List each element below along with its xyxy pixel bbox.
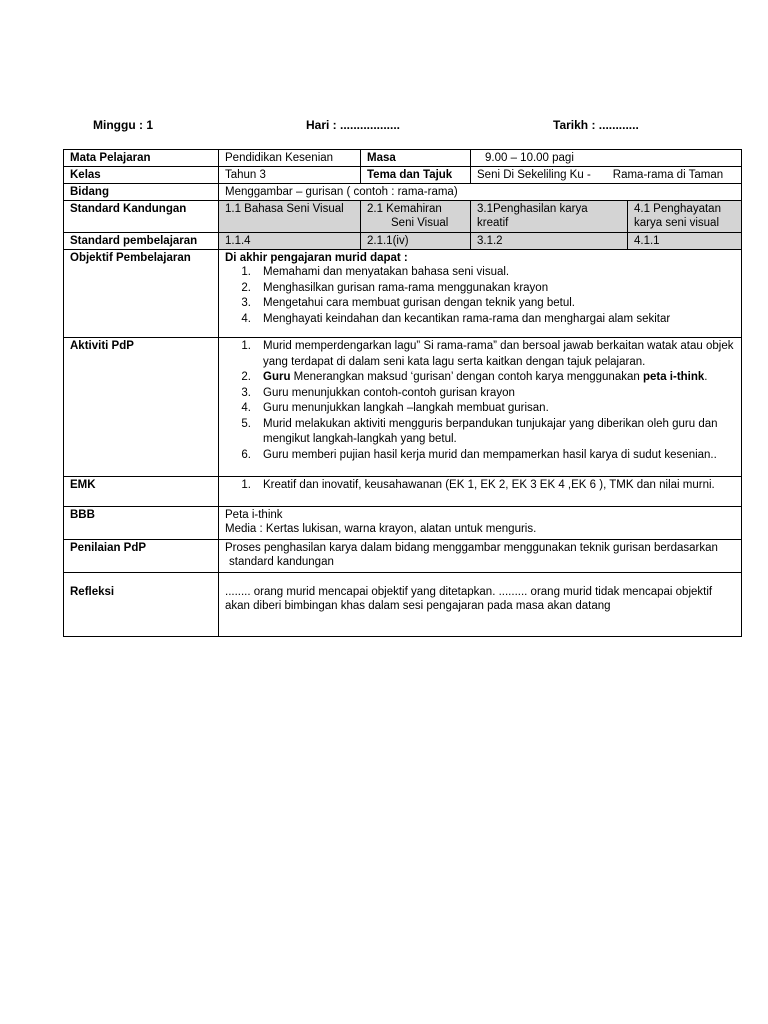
aktiviti-content (219, 338, 742, 477)
list-item: 4. Guru menunjukkan langkah –langkah membuat gurisan. (241, 402, 549, 414)
sk-4 (628, 201, 742, 233)
sk-2a: 2.1 Kemahiran (367, 203, 442, 215)
row-bidang (64, 184, 742, 201)
tema-value-1: Seni Di Sekeliling Ku - (477, 169, 591, 181)
list-item: 4. Menghayati keindahan dan kecantikan rama-rama dan menghargai alam sekitar (241, 312, 671, 325)
list-item: 1. Murid memperdengarkan lagu” Si rama-rama” dan bersoal jawab berkaitan watak atau objek yang terdapat di dalam seni kata lagu serta kaitkan dengan tajuk pelajaran. (241, 340, 734, 368)
row-emk (64, 477, 742, 507)
aktiviti-list (225, 339, 736, 463)
bbb-label: BBB (64, 507, 219, 540)
list-item: 1. Kreatif dan inovatif, keusahawanan (EK 1, EK 2, EK 3 EK 4 ,EK 6 ), TMK dan nilai murni. (241, 479, 715, 491)
penilaian-2: standard kandungan (229, 556, 334, 568)
row-bbb (64, 507, 742, 540)
standard-pembelajaran-label: Standard pembelajaran (64, 233, 219, 250)
sp-3: 3.1.2 (471, 233, 628, 250)
bidang-label: Bidang (64, 184, 219, 201)
list-item: 6. Guru memberi pujian hasil kerja murid dan mempamerkan hasil karya di sudut kesenian.. (241, 448, 717, 461)
penilaian-content (219, 540, 742, 573)
row-objektif (64, 250, 742, 338)
objektif-content (219, 250, 742, 338)
masa-value: 9.00 – 10.00 pagi (471, 150, 742, 167)
objektif-list (225, 265, 736, 327)
kelas-value: Tahun 3 (219, 167, 361, 184)
standard-kandungan-label: Standard Kandungan (64, 201, 219, 233)
row-penilaian (64, 540, 742, 573)
penilaian-1: Proses penghasilan karya dalam bidang menggambar menggunakan teknik gurisan berdasarkan (225, 542, 718, 554)
emk-content (219, 477, 742, 507)
refleksi-label: Refleksi (64, 573, 219, 637)
sk-3b: kreatif (477, 217, 509, 229)
row-kelas (64, 167, 742, 184)
sk-3 (471, 201, 628, 233)
aktiviti-label: Aktiviti PdP (64, 338, 219, 477)
lesson-plan-table (63, 149, 742, 637)
sk-4a: 4.1 Penghayatan (634, 203, 721, 215)
masa-label: Masa (361, 150, 471, 167)
penilaian-label: Penilaian PdP (64, 540, 219, 573)
objektif-label: Objektif Pembelajaran (64, 250, 219, 338)
sk-2 (361, 201, 471, 233)
sk-3a: 3.1Penghasilan karya (477, 203, 588, 215)
bbb-2: Media : Kertas lukisan, warna krayon, alatan untuk menguris. (225, 523, 537, 535)
row-standard-pembelajaran (64, 233, 742, 250)
sk-1: 1.1 Bahasa Seni Visual (219, 201, 361, 233)
bbb-1: Peta i-think (225, 509, 283, 521)
sk-2b: Seni Visual (391, 217, 449, 229)
tema-value-2: Rama-rama di Taman (612, 169, 724, 181)
objektif-intro: Di akhir pengajaran murid dapat : (225, 252, 408, 264)
list-item: 2. Guru Menerangkan maksud ‘gurisan’ dengan contoh karya menggunakan peta i-think. (241, 371, 708, 383)
tarikh-label: Tarikh : ............ (553, 118, 639, 132)
sp-2: 2.1.1(iv) (361, 233, 471, 250)
list-item: 5. Murid melakukan aktiviti mengguris berpandukan tunjukajar yang diberikan oleh guru dan mengikut langkah-langkah yang betul. (241, 417, 718, 445)
row-refleksi (64, 573, 742, 637)
list-item: 3. Mengetahui cara membuat gurisan dengan teknik yang betul. (241, 297, 575, 309)
row-standard-kandungan (64, 201, 742, 233)
tema-value (471, 167, 742, 184)
list-item: 3. Guru menunjukkan contoh-contoh gurisan krayon (241, 386, 515, 399)
list-item: 1. Memahami dan menyatakan bahasa seni visual. (241, 266, 510, 278)
hari-label: Hari : .................. (306, 118, 401, 132)
list-item: 2. Menghasilkan gurisan rama-rama menggunakan krayon (241, 281, 549, 294)
sp-1: 1.1.4 (219, 233, 361, 250)
refleksi-value: ........ orang murid mencapai objektif yang ditetapkan. ......... orang murid tidak mencapai objektif akan diberi bimbingan khas dalam sesi pengajaran pada masa akan datang (219, 573, 742, 637)
mata-pelajaran-value: Pendidikan Kesenian (219, 150, 361, 167)
header-line (0, 118, 768, 136)
sk-4b: karya seni visual (634, 217, 720, 229)
row-aktiviti (64, 338, 742, 477)
bidang-value: Menggambar – gurisan ( contoh : rama-rama) (219, 184, 742, 201)
row-mata-pelajaran (64, 150, 742, 167)
bbb-content (219, 507, 742, 540)
tema-label: Tema dan Tajuk (361, 167, 471, 184)
sp-4: 4.1.1 (628, 233, 742, 250)
minggu-label: Minggu : 1 (93, 118, 153, 132)
emk-label: EMK (64, 477, 219, 507)
kelas-label: Kelas (64, 167, 219, 184)
mata-pelajaran-label: Mata Pelajaran (64, 150, 219, 167)
